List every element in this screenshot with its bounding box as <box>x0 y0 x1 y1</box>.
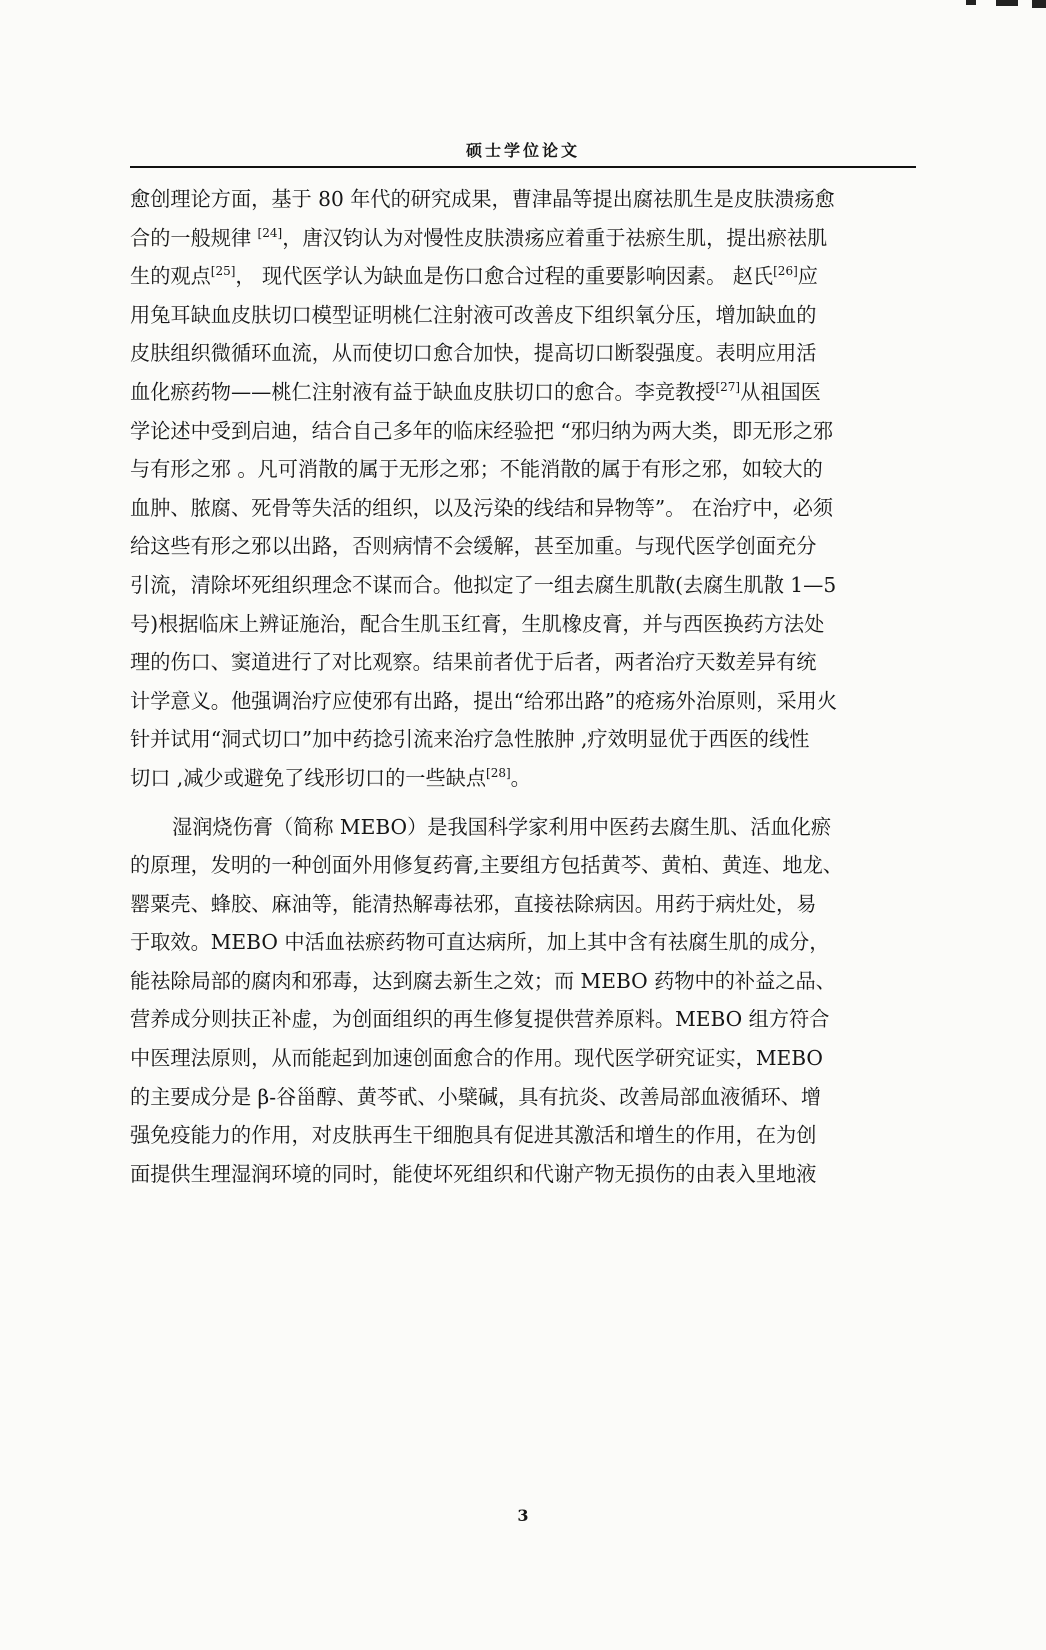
text-line <box>130 962 915 1001</box>
text-run: 生的观点 <box>130 264 211 289</box>
text-run: 面提供生理湿润环境的同时，能使坏死组织和代谢产物无损伤的由表入里地液 <box>130 1161 817 1186</box>
text-line <box>130 1155 915 1194</box>
body-text <box>130 180 915 1193</box>
text-run: 用兔耳缺血皮肤切口模型证明桃仁注射液可改善皮下组织氧分压，增加缺血的 <box>130 302 817 327</box>
text-run: 皮肤组织微循环血流，从而使切口愈合加快，提高切口断裂强度。表明应用活 <box>130 341 817 366</box>
citation-ref: [26] <box>773 264 798 279</box>
text-line <box>130 1116 915 1155</box>
text-line <box>130 759 915 798</box>
text-run: 愈创理论方面，基于 80 年代的研究成果，曹津晶等提出腐祛肌生是皮肤溃疡愈 <box>130 187 835 211</box>
text-line <box>130 527 915 566</box>
text-run: 号)根据临床上辨证施治，配合生肌玉红膏，生肌橡皮膏，并与西医换药方法处 <box>130 611 825 636</box>
text-line <box>130 1078 915 1117</box>
text-run: 应 <box>797 264 818 289</box>
text-line <box>130 296 915 335</box>
text-line <box>130 808 915 847</box>
text-run: 湿润烧伤膏（简称 MEBO）是我国科学家利用中医药去腐生肌、活血化瘀 <box>172 814 832 839</box>
text-line <box>130 566 915 605</box>
scan-mark <box>1032 0 1046 8</box>
text-line <box>130 682 915 721</box>
running-header-title: 硕士学位论文 <box>465 141 580 160</box>
citation-ref: [24] <box>257 225 283 240</box>
text-run: 合的一般规律 <box>130 225 258 250</box>
text-line <box>130 450 915 489</box>
text-run: 与有形之邪 。凡可消散的属于无形之邪；不能消散的属于有形之邪，如较大的 <box>130 457 823 482</box>
text-line <box>130 412 915 451</box>
text-run: 理的伤口、窦道进行了对比观察。结果前者优于后者，两者治疗天数差异有统 <box>130 650 817 675</box>
scan-mark <box>966 0 976 5</box>
text-run: 计学意义。他强调治疗应使邪有出路，提出“给邪出路”的疮疡外治原则，采用火 <box>130 688 838 713</box>
text-run: ，唐汉钧认为对慢性皮肤溃疡应着重于祛瘀生肌，提出瘀祛肌 <box>282 225 828 250</box>
text-run: 血肿、脓腐、死骨等失活的组织，以及污染的线结和异物等”。 在治疗中，必须 <box>130 495 834 520</box>
text-run: 学论述中受到启迪，结合自己多年的临床经验把 “邪归纳为两大类，即无形之邪 <box>130 418 834 443</box>
text-run: 给这些有形之邪以出路，否则病情不会缓解，甚至加重。与现代医学创面充分 <box>130 534 817 559</box>
text-run: 引流，清除坏死组织理念不谋而合。他拟定了一组去腐生肌散(去腐生肌散 1—5 <box>130 572 837 597</box>
text-line <box>130 846 915 885</box>
text-line <box>130 923 915 962</box>
header-rule <box>130 166 916 168</box>
text-run: 中医理法原则，从而能起到加速创面愈合的作用。现代医学研究证实，MEBO <box>130 1046 823 1071</box>
citation-ref: [28] <box>486 765 511 780</box>
text-line <box>130 373 915 412</box>
text-run: 针并试用“洞式切口”加中药捻引流来治疗急性脓肿 ,疗效明显优于西医的线性 <box>130 727 810 752</box>
text-line <box>130 605 915 644</box>
text-line <box>130 219 915 258</box>
text-run: 。 <box>510 765 531 790</box>
text-line <box>130 180 915 219</box>
paragraph-2 <box>130 808 915 1194</box>
text-run: 的主要成分是 β-谷甾醇、黄芩甙、小檗碱，具有抗炎、改善局部血液循环、增 <box>130 1084 822 1109</box>
citation-ref: [27] <box>715 379 741 394</box>
paragraph-1 <box>130 180 915 798</box>
text-line <box>130 720 915 759</box>
text-line <box>130 1000 915 1039</box>
text-line <box>130 489 915 528</box>
text-run: 从祖国医 <box>740 379 821 404</box>
text-run: 营养成分则扶正补虚，为创面组织的再生修复提供营养原料。MEBO 组方符合 <box>130 1007 830 1032</box>
text-run: 血化瘀药物——桃仁注射液有益于缺血皮肤切口的愈合。李竞教授 <box>130 379 716 404</box>
text-line <box>130 643 915 682</box>
text-run: 罂粟壳、蜂胶、麻油等，能清热解毒祛邪，直接祛除病因。用药于病灶处，易 <box>130 891 817 916</box>
text-line <box>130 1039 915 1078</box>
text-run: 于取效。MEBO 中活血祛瘀药物可直达病所，加上其中含有祛腐生肌的成分， <box>130 930 830 955</box>
text-line <box>130 334 915 373</box>
text-line <box>130 885 915 924</box>
text-run: 的原理，发明的一种创面外用修复药膏,主要组方包括黄芩、黄柏、黄连、地龙、 <box>130 853 843 878</box>
text-line <box>130 257 915 296</box>
text-run: 强免疫能力的作用，对皮肤再生干细胞具有促进其激活和增生的作用，在为创 <box>130 1123 817 1148</box>
text-run: ， 现代医学认为缺血是伤口愈合过程的重要影响因素。 赵氏 <box>235 264 774 289</box>
page-number: 3 <box>517 1506 529 1525</box>
scan-mark <box>996 0 1018 6</box>
text-run: 能祛除局部的腐肉和邪毒，达到腐去新生之效；而 MEBO 药物中的补益之品、 <box>130 968 836 993</box>
text-run: 切口 ,减少或避免了线形切口的一些缺点 <box>130 765 487 790</box>
citation-ref: [25] <box>210 264 236 279</box>
